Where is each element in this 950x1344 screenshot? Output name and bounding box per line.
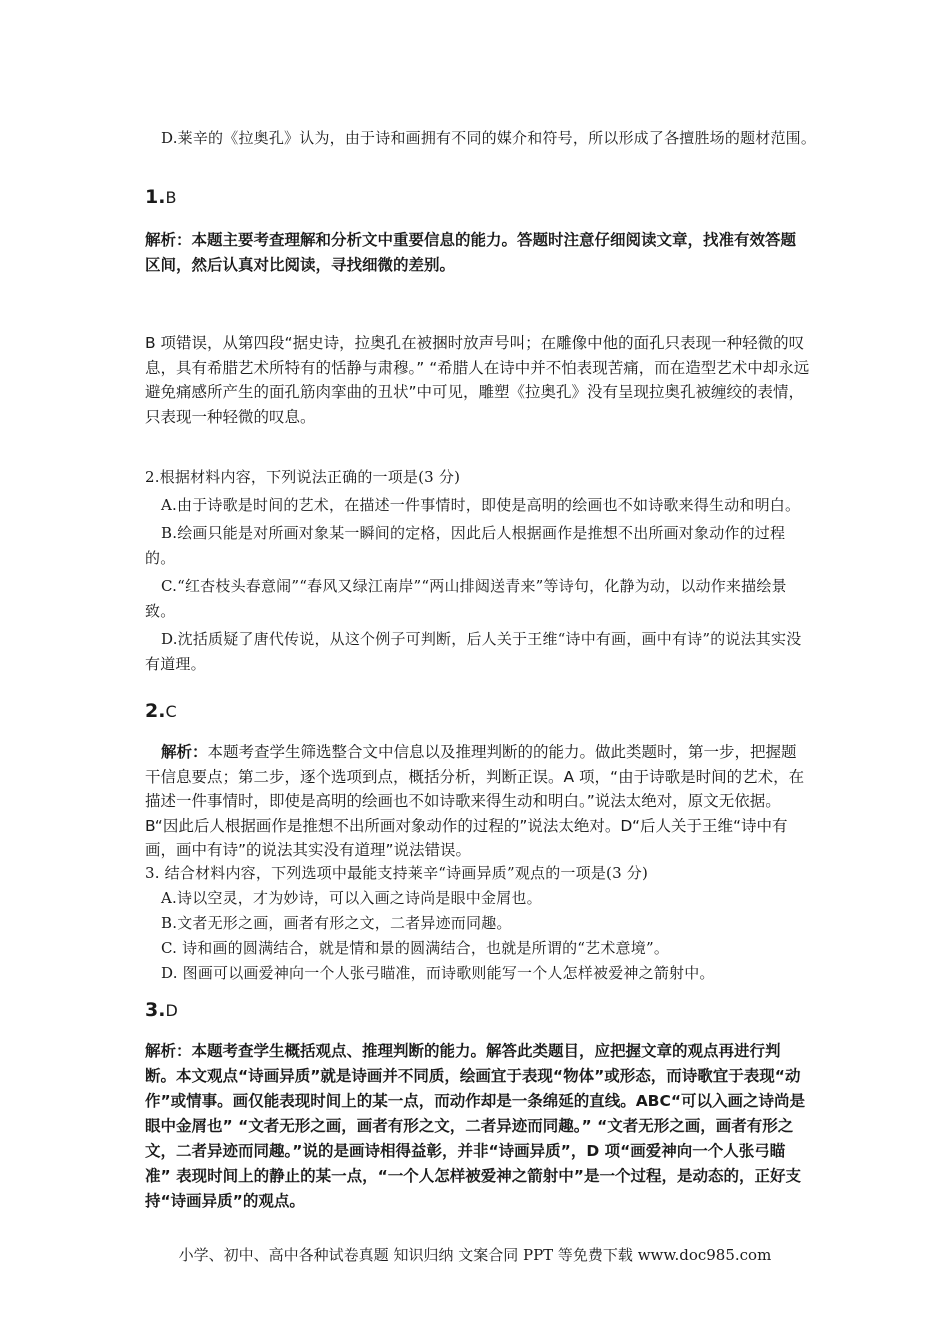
page-footer: 小学、初中、高中各种试卷真题 知识归纳 文案合同 PPT 等免费下载 www.doc985.com	[178, 1246, 772, 1264]
question-3-option-a: A.诗以空灵，才为妙诗，可以入画之诗尚是眼中金屑也。	[161, 889, 542, 907]
answer-2-analysis-label: 解析：	[161, 743, 208, 761]
answer-2-analysis-text: 本题考查学生筛选整合文中信息以及推理判断的的能力。做此类题时，第一步，把握题干信息要点；第二步，逐个选项到点，概括分析，判断正误。A 项，“由于诗歌是时间的艺术，在描述一件事情时，即使是高明的绘画也不如诗歌来得生动和明白。”说法太绝对，原文无依据。B“因此后人根据画作是推想不出所画对象动作的过程的”说法太绝对。D“后人关于王维“诗中有画，画中有诗”的说法其实没有道理”说法错误。	[145, 743, 805, 859]
answer-1-explanation: B 项错误，从第四段“据史诗，拉奥孔在被捆时放声号叫；在雕像中他的面孔只表现一种轻微的叹息，具有希腊艺术所特有的恬静与肃穆。” “希腊人在诗中并不怕表现苦痛，而在造型艺术中却永远避免痛感所产生的面孔筋肉挛曲的丑状”中可见，雕塑《拉奥孔》没有呈现拉奥孔被缠绞的表情，只表现一种轻微的叹息。	[145, 334, 810, 426]
answer-2	[145, 700, 810, 722]
question-3-option-d: D. 图画可以画爱神向一个人张弓瞄准，而诗歌则能写一个人怎样被爱神之箭射中。	[161, 964, 715, 982]
q1-option-d: D.莱辛的《拉奥孔》认为，由于诗和画拥有不同的媒介和符号，所以形成了各擅胜场的题材范围。	[161, 129, 817, 147]
question-2-option-b: B.绘画只能是对所画对象某一瞬间的定格，因此后人根据画作是推想不出所画对象动作的过程的。	[145, 524, 786, 567]
question-3	[145, 861, 810, 986]
question-2-option-d: D.沈括质疑了唐代传说，从这个例子可判断，后人关于王维“诗中有画，画中有诗”的说法其实没有道理。	[145, 630, 802, 673]
question-3-option-c: C. 诗和画的圆满结合，就是情和景的圆满结合，也就是所谓的“艺术意境”。	[161, 939, 670, 957]
answer-2-number: 2.	[145, 700, 166, 722]
answer-2-analysis	[145, 740, 810, 863]
question-3-stem: 3. 结合材料内容，下列选项中最能支持莱辛“诗画异质”观点的一项是(3 分)	[145, 864, 649, 882]
question-2-option-a: A.由于诗歌是时间的艺术，在描述一件事情时，即使是高明的绘画也不如诗歌来得生动和明白。	[161, 496, 801, 514]
answer-1-letter: B	[165, 188, 177, 207]
question-3-option-b: B.文者无形之画，画者有形之文，二者异迹而同趣。	[161, 914, 512, 932]
answer-1	[145, 186, 810, 208]
answer-1-number: 1.	[145, 186, 166, 208]
answer-1-analysis: 解析：本题主要考查理解和分析文中重要信息的能力。答题时注意仔细阅读文章，找准有效答题区间，然后认真对比阅读，寻找细微的差别。	[145, 231, 797, 274]
question-2-option-c: C.“红杏枝头春意闹”“春风又绿江南岸”“两山排闼送青来”等诗句，化静为动，以动作来描绘景致。	[145, 577, 787, 620]
question-2-stem: 2.根据材料内容，下列说法正确的一项是(3 分)	[145, 468, 461, 486]
answer-3-analysis: 解析：本题考查学生概括观点、推理判断的能力。解答此类题目，应把握文章的观点再进行判断。本文观点“诗画异质”就是诗画并不同质，绘画宜于表现“物体”或形态，而诗歌宜于表现“动作”或情事。画仅能表现时间上的某一点，而动作却是一条绵延的直线。ABC“可以入画之诗尚是眼中金屑也” “文者无形之画，画者有形之文，二者异迹而同趣。” “文者无形之画，画者有形之文，二者异迹而同趣。”说的是画诗相得益彰，并非“诗画异质”，D 项“画爱神向一个人张弓瞄准” 表现时间上的静止的某一点，“一个人怎样被爱神之箭射中”是一个过程，是动态的，正好支持“诗画异质”的观点。	[145, 1042, 806, 1210]
answer-3	[145, 999, 810, 1021]
answer-2-letter: C	[165, 702, 177, 721]
answer-3-letter: D	[165, 1001, 178, 1020]
question-2	[145, 465, 810, 677]
answer-3-number: 3.	[145, 999, 166, 1021]
